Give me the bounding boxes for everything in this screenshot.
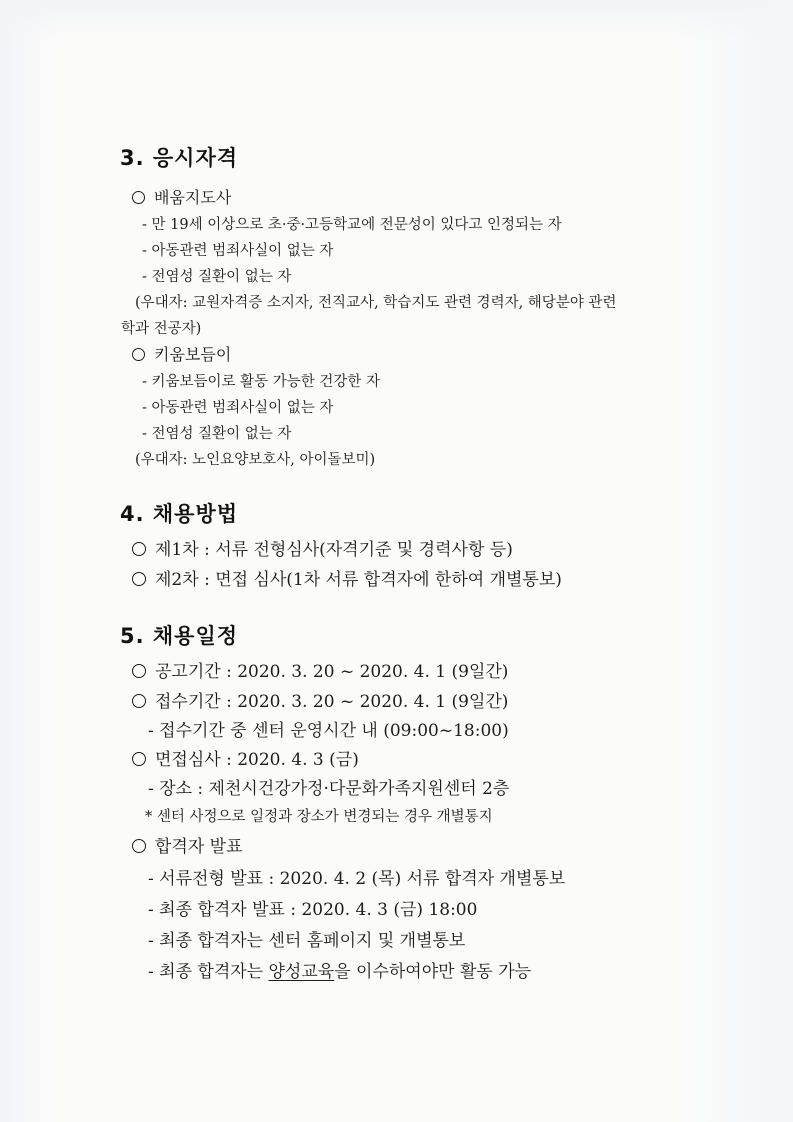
schedule-interview: 면접심사 : 2020. 4. 3 (금) (132, 745, 359, 770)
circle-bullet-icon (132, 664, 146, 678)
scan-shadow-right (673, 0, 793, 1122)
schedule-result: 합격자 발표 (132, 832, 243, 857)
list-item: - 최종 합격자 발표 : 2020. 4. 3 (금) 18:00 (148, 900, 478, 920)
list-item: - 서류전형 발표 : 2020. 4. 2 (목) 서류 합격자 개별통보 (148, 869, 566, 889)
list-item: - 최종 합격자는 양성교육을 이수하여야만 활동 가능 (148, 962, 532, 982)
group-learning-tutor (132, 185, 231, 208)
section-3-title: 3. 응시자격 (120, 146, 239, 170)
list-item: - 아동관련 범죄사실이 없는 자 (142, 400, 334, 416)
list-item: - 장소 : 제천시건강가정·다문화가족지원센터 2층 (148, 779, 510, 799)
circle-bullet-icon (132, 191, 145, 204)
list-item: 제2차 : 면접 심사(1차 서류 합격자에 한하여 개별통보) (132, 565, 562, 590)
section-5-title: 5. 채용일정 (120, 624, 239, 648)
group-title: 키움보듬이 (154, 345, 232, 364)
underlined-text: 양성교육 (268, 962, 335, 982)
list-item: 제1차 : 서류 전형심사(자격기준 및 경력사항 등) (132, 535, 513, 560)
list-item: - 만 19세 이상으로 초·중·고등학교에 전문성이 있다고 인정되는 자 (142, 217, 562, 233)
preference-note: (우대자: 노인요양보호사, 아이돌보미) (135, 452, 376, 468)
list-item: - 키움보듬이로 활동 가능한 건강한 자 (142, 374, 381, 390)
circle-bullet-icon (132, 839, 146, 853)
circle-bullet-icon (132, 348, 145, 361)
list-item: - 아동관련 범죄사실이 없는 자 (142, 243, 334, 259)
list-item: - 전염성 질환이 없는 자 (142, 269, 292, 285)
scan-shadow-left (0, 0, 60, 1122)
schedule-announce: 공고기간 : 2020. 3. 20 ~ 2020. 4. 1 (9일간) (132, 657, 508, 682)
circle-bullet-icon (132, 542, 146, 556)
schedule-receipt: 접수기간 : 2020. 3. 20 ~ 2020. 4. 1 (9일간) (132, 687, 508, 712)
circle-bullet-icon (132, 752, 146, 766)
list-item: - 접수기간 중 센터 운영시간 내 (09:00~18:00) (148, 721, 509, 741)
list-item: - 전염성 질환이 없는 자 (142, 426, 292, 442)
preference-note-cont: 학과 전공자) (121, 321, 202, 337)
circle-bullet-icon (132, 694, 146, 708)
group-title: 배움지도사 (154, 188, 232, 207)
circle-bullet-icon (132, 572, 146, 586)
preference-note: (우대자: 교원자격증 소지자, 전직교사, 학습지도 관련 경력자, 해당분야 관련 (135, 295, 617, 311)
group-care-helper (132, 342, 231, 365)
section-4-title: 4. 채용방법 (120, 502, 239, 526)
list-item: - 최종 합격자는 센터 홈페이지 및 개별통보 (148, 931, 466, 951)
schedule-note: * 센터 사정으로 일정과 장소가 변경되는 경우 개별통지 (145, 809, 493, 825)
